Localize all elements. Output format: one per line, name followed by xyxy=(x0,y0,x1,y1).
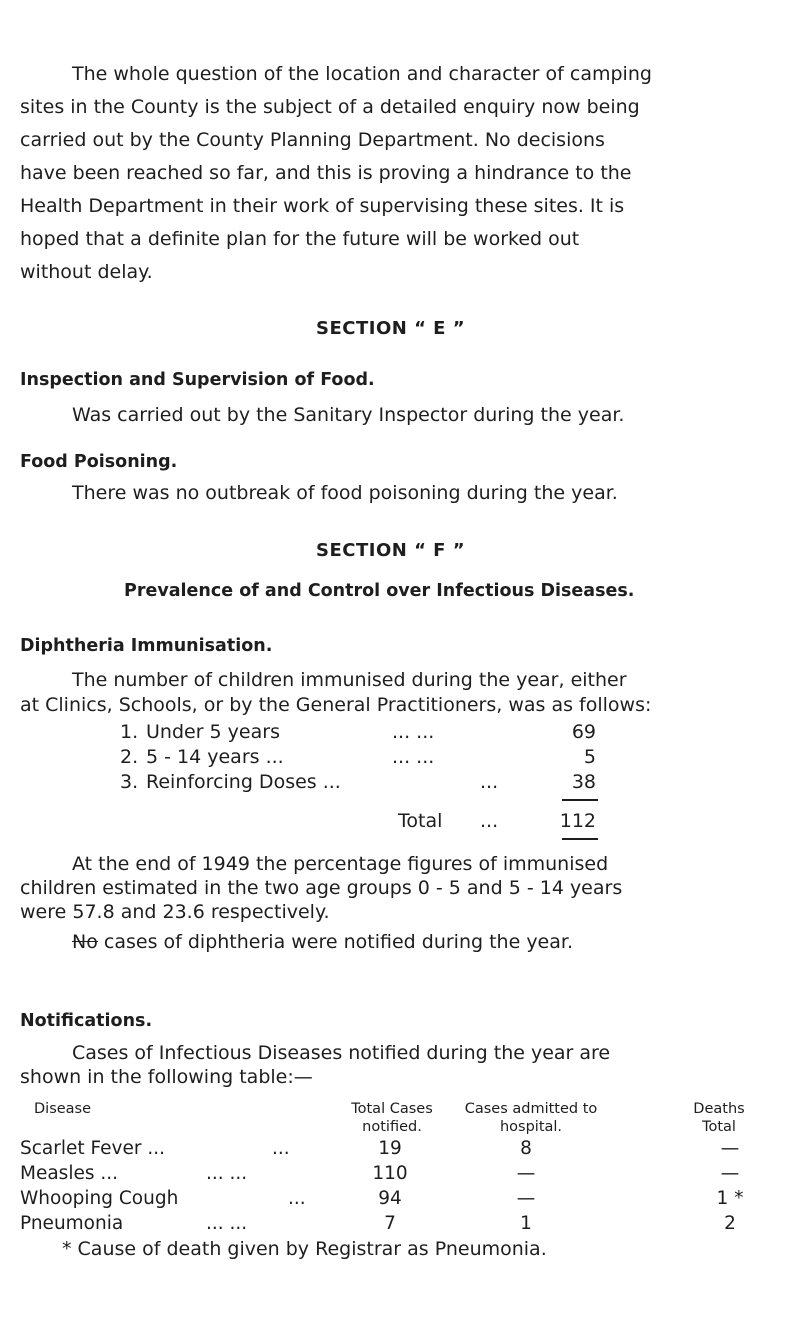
column-header-total-cases: Total Cases notified. xyxy=(351,1101,433,1135)
table-cell-deaths: 2 xyxy=(724,1213,736,1234)
subtotal-rule xyxy=(562,799,598,801)
total-value: 112 xyxy=(559,810,596,832)
table-row-dots: ... ... xyxy=(206,1213,248,1234)
intro-line-3: carried out by the County Planning Department. No decisions xyxy=(20,129,605,151)
percentage-line-2: children estimated in the two age groups 0 - 5 and 5 - 14 years xyxy=(20,877,623,899)
intro-line-4: have been reached so far, and this is proving a hindrance to the xyxy=(20,162,632,184)
list-item-label: Under 5 years xyxy=(146,721,280,743)
diphtheria-intro-line-2: at Clinics, Schools, or by the General Practitioners, was as follows: xyxy=(20,694,652,716)
total-dots: ... xyxy=(480,810,499,832)
table-row-disease: Measles ... xyxy=(20,1163,119,1184)
intro-line-5: Health Department in their work of supervising these sites. It is xyxy=(20,195,625,217)
notifications-intro-line-1: Cases of Infectious Diseases notified during the year are xyxy=(72,1042,611,1064)
table-cell-deaths: — xyxy=(720,1163,740,1184)
list-item-number: 2. xyxy=(120,746,139,768)
list-item-dots: ... xyxy=(480,771,499,793)
intro-line-2: sites in the County is the subject of a detailed enquiry now being xyxy=(20,96,640,118)
percentage-line-1: At the end of 1949 the percentage figures of immunised xyxy=(72,853,609,875)
diphtheria-intro-line-1: The number of children immunised during the year, either xyxy=(72,669,627,691)
column-header-deaths: Deaths Total xyxy=(693,1101,745,1135)
column-header-admitted: Cases admitted to hospital. xyxy=(464,1101,598,1135)
cases-text: cases of diphtheria were notified during the year. xyxy=(103,931,573,953)
inspection-text: Was carried out by the Sanitary Inspector during the year. xyxy=(72,404,625,426)
list-item-dots: ... ... xyxy=(392,721,435,743)
table-cell-deaths: 1 * xyxy=(716,1188,744,1209)
table-footnote: * Cause of death given by Registrar as Pneumonia. xyxy=(62,1238,547,1260)
list-item-number: 1. xyxy=(120,721,139,743)
total-rule xyxy=(562,838,598,840)
list-item-value: 5 xyxy=(583,746,596,768)
food-poisoning-text: There was no outbreak of food poisoning during the year. xyxy=(72,482,618,504)
table-row-dots: ... xyxy=(272,1138,290,1159)
list-item-value: 38 xyxy=(571,771,596,793)
table-cell-total: 94 xyxy=(378,1188,402,1209)
struck-word: No xyxy=(72,931,98,953)
list-item-value: 69 xyxy=(571,721,596,743)
table-row-disease: Scarlet Fever ... xyxy=(20,1138,165,1159)
table-row-disease: Whooping Cough xyxy=(20,1188,179,1209)
notifications-intro-line-2: shown in the following table:— xyxy=(20,1066,313,1088)
notifications-heading: Notifications. xyxy=(20,1011,153,1031)
list-item-dots: ... ... xyxy=(392,746,435,768)
section-e-title: SECTION “ E ” xyxy=(316,318,466,339)
list-item-label: 5 - 14 years ... xyxy=(146,746,284,768)
table-row-dots: ... xyxy=(288,1188,306,1209)
percentage-line-3: were 57.8 and 23.6 respectively. xyxy=(20,901,330,923)
list-item-number: 3. xyxy=(120,771,139,793)
food-poisoning-heading: Food Poisoning. xyxy=(20,452,178,472)
table-cell-admitted: — xyxy=(516,1163,536,1184)
inspection-heading: Inspection and Supervision of Food. xyxy=(20,370,375,390)
total-label: Total xyxy=(398,810,443,832)
table-cell-admitted: 8 xyxy=(520,1138,532,1159)
table-row-dots: ... ... xyxy=(206,1163,248,1184)
table-cell-admitted: — xyxy=(516,1188,536,1209)
intro-line-6: hoped that a definite plan for the future will be worked out xyxy=(20,228,580,250)
intro-line-1: The whole question of the location and character of camping xyxy=(72,63,652,85)
table-cell-admitted: 1 xyxy=(520,1213,532,1234)
table-cell-deaths: — xyxy=(720,1138,740,1159)
table-cell-total: 19 xyxy=(378,1138,402,1159)
diphtheria-heading: Diphtheria Immunisation. xyxy=(20,636,273,656)
table-cell-total: 7 xyxy=(384,1213,396,1234)
intro-line-7: without delay. xyxy=(20,261,153,283)
column-header-disease: Disease xyxy=(34,1101,92,1117)
diphtheria-cases-line xyxy=(72,931,573,953)
section-f-title: SECTION “ F ” xyxy=(316,540,466,561)
table-row-disease: Pneumonia xyxy=(20,1213,124,1234)
section-f-subtitle: Prevalence of and Control over Infectious Diseases. xyxy=(124,581,635,601)
list-item-label: Reinforcing Doses ... xyxy=(146,771,341,793)
table-cell-total: 110 xyxy=(372,1163,408,1184)
